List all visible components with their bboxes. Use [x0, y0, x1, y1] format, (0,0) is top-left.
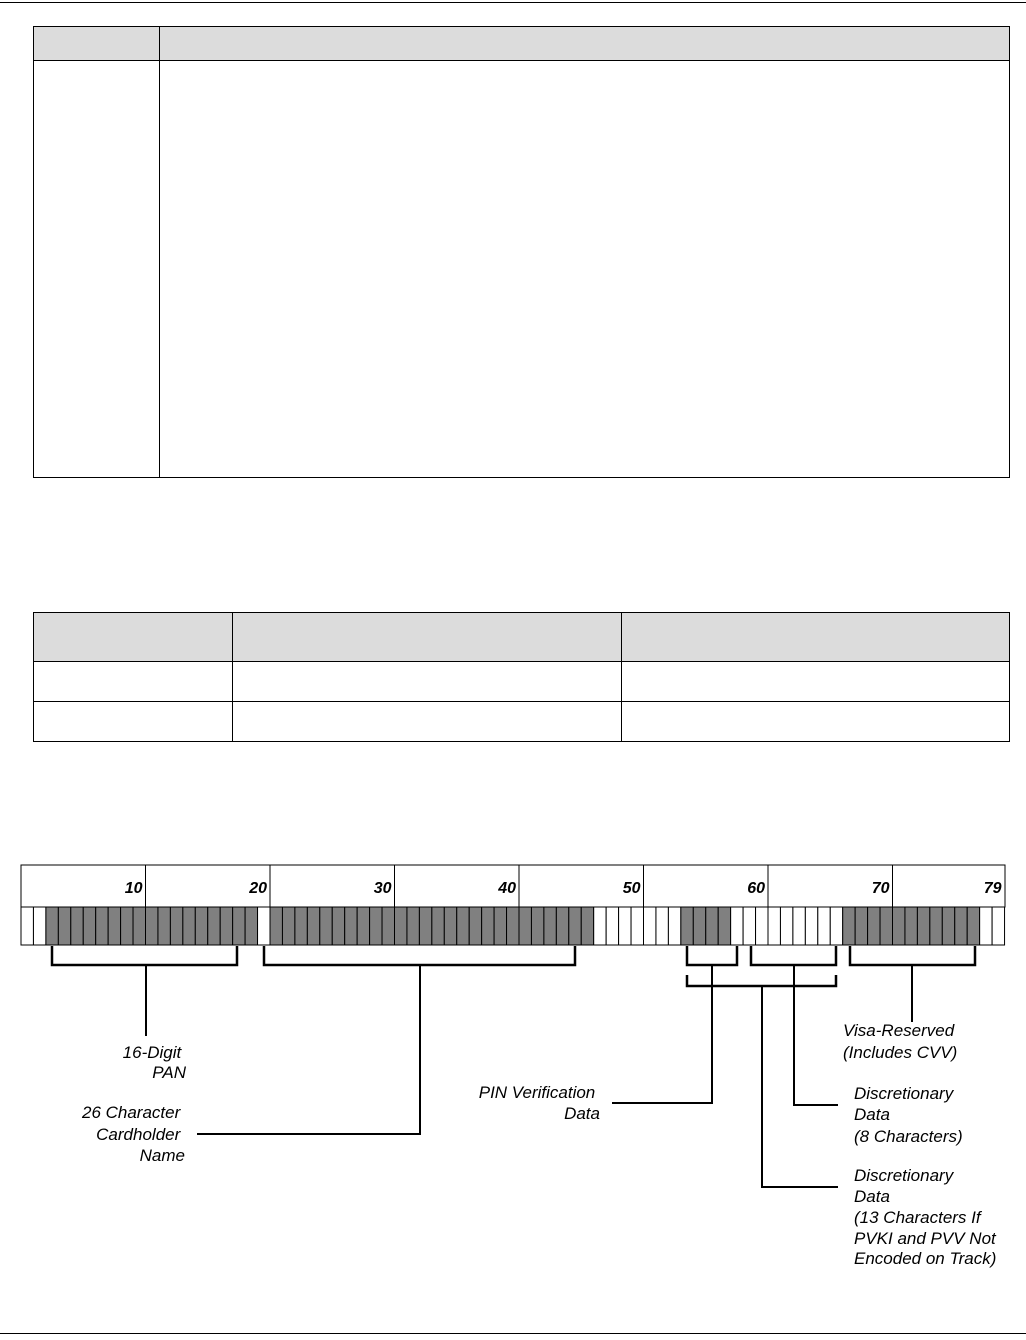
track-cell-7: [96, 907, 108, 945]
table-top-body-row: [34, 61, 1010, 478]
track-cell-18: [233, 907, 245, 945]
track-cell-31: [395, 907, 407, 945]
track-cell-9: [121, 907, 133, 945]
track-cell-27: [345, 907, 357, 945]
bottom-rule: [0, 1333, 1026, 1334]
track-cell-49: [619, 907, 631, 945]
track-cell-8: [108, 907, 120, 945]
track-cell-36: [457, 907, 469, 945]
ruler-label-70: 70: [871, 880, 890, 897]
label-pan: 16-Digit PAN: [122, 1043, 186, 1082]
track-cell-23: [295, 907, 307, 945]
label-discretionary-13: Discretionary Data (13 Characters If PVKI and PVV Not Encoded on Track): [854, 1166, 997, 1268]
track-cell-57: [718, 907, 730, 945]
ruler-label-10: 10: [124, 880, 143, 897]
track-cell-24: [307, 907, 319, 945]
bracket-disc8: [751, 946, 836, 965]
track-cell-26: [332, 907, 344, 945]
ruler-label-79: 79: [983, 880, 1002, 897]
table-top-body-cell-1: [34, 61, 160, 478]
label-pin-verification: PIN Verification Data: [478, 1083, 600, 1123]
track-cell-68: [855, 907, 867, 945]
track-cell-71: [893, 907, 905, 945]
ruler-label-50: 50: [622, 880, 641, 897]
leader-disc13: [762, 986, 838, 1187]
track-cell-78: [980, 907, 992, 945]
track-cell-62: [780, 907, 792, 945]
table-top: [33, 26, 1010, 478]
track-cell-69: [868, 907, 880, 945]
table-middle-header-row: [34, 613, 1010, 662]
bracket-pan: [52, 946, 237, 965]
leader-name: [197, 965, 420, 1134]
track-cell-43: [544, 907, 556, 945]
label-cardholder-name: 26 Character Cardholder Name: [81, 1103, 185, 1165]
track-cell-61: [768, 907, 780, 945]
ruler-label-30: 30: [373, 880, 392, 897]
bracket-visa: [850, 946, 975, 965]
track-cell-34: [432, 907, 444, 945]
track-cell-67: [843, 907, 855, 945]
track-cell-41: [519, 907, 531, 945]
track-cell-63: [793, 907, 805, 945]
ruler-label-20: 20: [249, 880, 267, 897]
label-visa-reserved: Visa-Reserved (Includes CVV): [843, 1021, 958, 1062]
track-cell-38: [482, 907, 494, 945]
track-cell-19: [245, 907, 257, 945]
track-cell-59: [743, 907, 755, 945]
track-cell-75: [942, 907, 954, 945]
ruler-label-60: 60: [747, 880, 765, 897]
track-cell-14: [183, 907, 195, 945]
track-cell-37: [469, 907, 481, 945]
track-cell-21: [270, 907, 282, 945]
track-cell-55: [693, 907, 705, 945]
track-cell-3: [46, 907, 58, 945]
table-top-header-cell-1: [34, 27, 160, 61]
track-cell-77: [967, 907, 979, 945]
bracket-disc13: [687, 975, 836, 986]
track-cell-44: [556, 907, 568, 945]
track-cell-39: [494, 907, 506, 945]
leader-lines: [146, 965, 912, 1187]
track-cell-54: [681, 907, 693, 945]
track-cell-30: [382, 907, 394, 945]
label-discretionary-8: Discretionary Data (8 Characters): [854, 1084, 963, 1146]
track-cells: [21, 907, 1005, 945]
track-cell-42: [531, 907, 543, 945]
track-cell-11: [146, 907, 158, 945]
track-cell-79: [992, 907, 1004, 945]
bracket-pin: [687, 946, 737, 965]
track-cell-2: [33, 907, 45, 945]
track-cell-17: [220, 907, 232, 945]
track-cell-60: [756, 907, 768, 945]
track-cell-16: [208, 907, 220, 945]
track-cell-13: [170, 907, 182, 945]
top-rule: [0, 2, 1026, 3]
track-cell-5: [71, 907, 83, 945]
track-cell-74: [930, 907, 942, 945]
table-middle-header-cell-3: [622, 613, 1010, 662]
track-cell-28: [357, 907, 369, 945]
table-middle-header-cell-1: [34, 613, 233, 662]
track-cell-32: [407, 907, 419, 945]
track-layout-diagram: [0, 850, 1026, 1280]
track-cell-10: [133, 907, 145, 945]
table-middle-header-cell-2: [233, 613, 622, 662]
table-row: [34, 662, 1010, 702]
track-cell-47: [594, 907, 606, 945]
track-cell-25: [320, 907, 332, 945]
table-top-header-cell-2: [160, 27, 1010, 61]
track-cell-66: [830, 907, 842, 945]
track-cell-29: [370, 907, 382, 945]
track-cell-56: [706, 907, 718, 945]
track-cell-33: [419, 907, 431, 945]
track-cell-35: [444, 907, 456, 945]
track-cell-6: [83, 907, 95, 945]
track-cell-50: [631, 907, 643, 945]
track-cell-58: [731, 907, 743, 945]
track-cell-15: [195, 907, 207, 945]
track-cell-48: [606, 907, 618, 945]
table-middle: [33, 612, 1010, 742]
brackets: [52, 946, 975, 986]
track-cell-51: [644, 907, 656, 945]
ruler-label-40: 40: [498, 880, 516, 897]
table-top-header-row: [34, 27, 1010, 61]
table-top-body-cell-2: [160, 61, 1010, 478]
track-cell-73: [917, 907, 929, 945]
track-cell-4: [58, 907, 70, 945]
bracket-name: [264, 946, 575, 965]
table-row: [34, 702, 1010, 742]
track-cell-46: [581, 907, 593, 945]
track-cell-53: [668, 907, 680, 945]
track-cell-52: [656, 907, 668, 945]
track-cell-76: [955, 907, 967, 945]
track-cell-40: [507, 907, 519, 945]
track-cell-45: [569, 907, 581, 945]
track-cell-20: [258, 907, 270, 945]
track-cell-64: [805, 907, 817, 945]
track-cell-70: [880, 907, 892, 945]
track-cell-65: [818, 907, 830, 945]
track-cell-72: [905, 907, 917, 945]
track-cell-12: [158, 907, 170, 945]
track-cell-1: [21, 907, 33, 945]
track-cell-22: [282, 907, 294, 945]
